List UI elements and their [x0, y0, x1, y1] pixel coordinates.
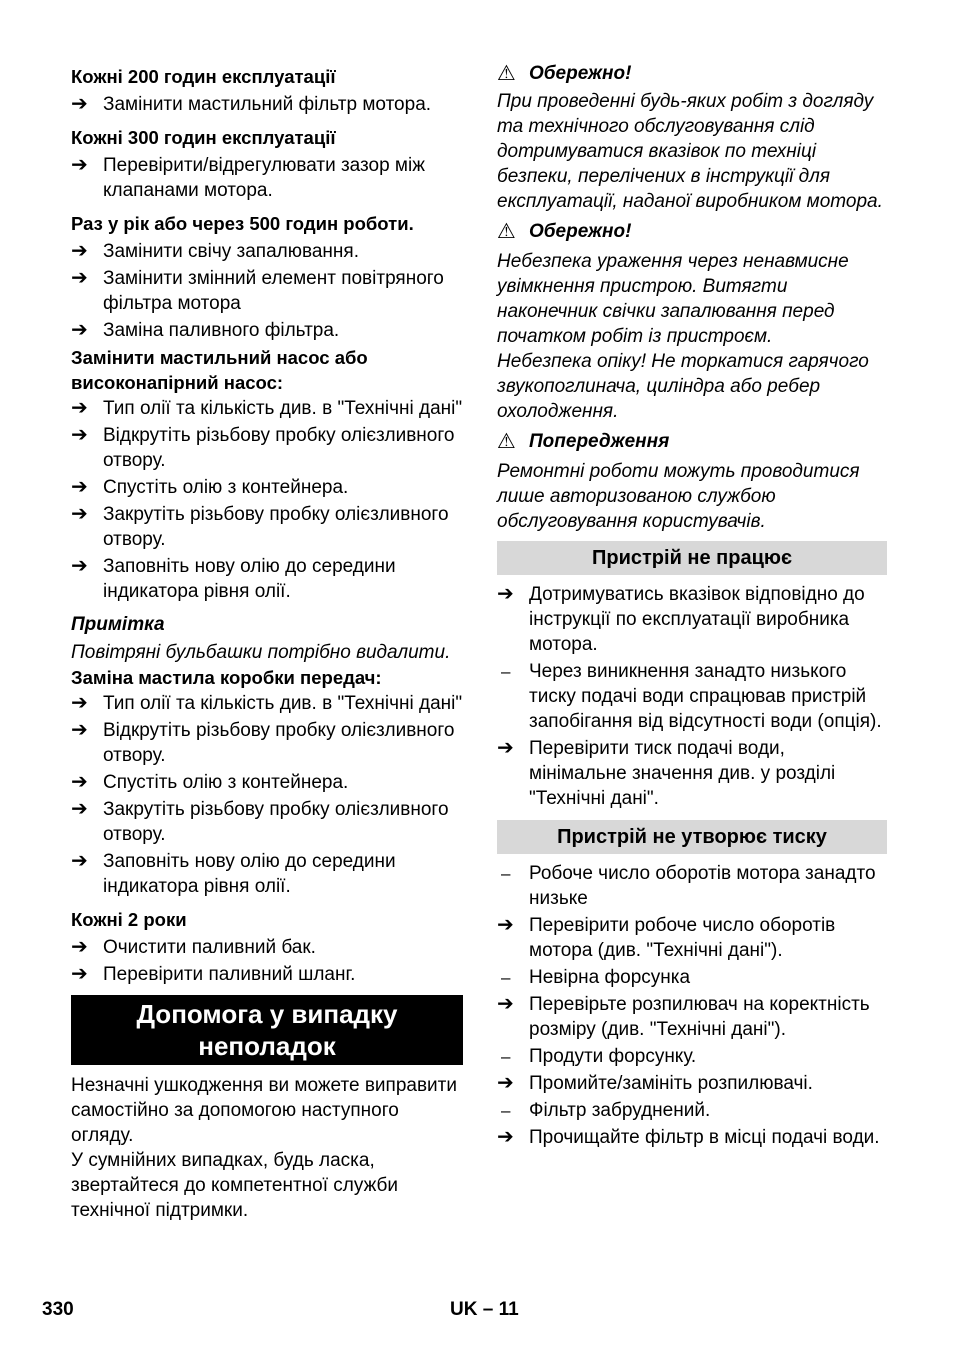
arrow-right-icon: ➔ — [71, 963, 88, 985]
list-item-text: Перевірити робоче число оборотів мотора (див. "Технічні дані"). — [529, 915, 836, 961]
list-every-200 — [71, 92, 463, 117]
list-item-text: Спустіть олію з контейнера. — [103, 477, 349, 498]
dash-icon: – — [501, 864, 511, 883]
caution-1-text: При проведенні будь-яких робіт з догляду та технічного обслуговування слід дотримуватися вказівок по техніці безпеки, перелічених в інструкції для експлуатації, наданої виробником мотора. — [497, 91, 883, 212]
heading-gearbox-oil: Заміна мастила коробки передач: — [71, 667, 382, 688]
list-gearbox-oil — [71, 691, 463, 899]
arrow-right-icon: ➔ — [71, 771, 88, 793]
arrow-right-icon: ➔ — [497, 583, 514, 605]
list-item — [71, 153, 463, 203]
list-item-text: Прочищайте фільтр в місці подачі води. — [529, 1127, 880, 1148]
list-item-text: Тип олії та кількість див. в "Технічні дані" — [103, 693, 463, 714]
list-item-text: Перевірьте розпилювач на коректність розміру (див. "Технічні дані"). — [529, 994, 870, 1040]
left-column — [71, 62, 463, 1223]
arrow-right-icon: ➔ — [71, 476, 88, 498]
list-item-text: Закрутіть різьбову пробку олієзливного отвору. — [103, 504, 449, 550]
list-item — [497, 659, 887, 734]
list-item — [71, 962, 463, 987]
list-item-text: Відкрутіть різьбову пробку олієзливного отвору. — [103, 720, 455, 766]
heading-every-2-years: Кожні 2 роки — [71, 909, 187, 930]
list-item — [71, 849, 463, 899]
dash-icon: – — [501, 1047, 511, 1066]
help-paragraph-2: У сумнійних випадках, будь ласка, звертайтеся до компетентної служби технічної підтримки. — [71, 1150, 398, 1221]
list-item-text: Робоче число оборотів мотора занадто низьке — [529, 863, 876, 909]
list-item — [71, 718, 463, 768]
caution-1-heading — [497, 61, 887, 86]
arrow-right-icon: ➔ — [71, 154, 88, 176]
list-item-text: Перевірити/відрегулювати зазор між клапанами мотора. — [103, 155, 425, 201]
arrow-right-icon: ➔ — [71, 555, 88, 577]
list-item — [71, 502, 463, 552]
arrow-right-icon: ➔ — [497, 914, 514, 936]
list-yearly — [71, 239, 463, 343]
list-item-text: Заповніть нову олію до середини індикатора рівня олії. — [103, 851, 396, 897]
list-item — [497, 1125, 887, 1150]
caution-2-heading — [497, 219, 887, 244]
warning-heading — [497, 429, 887, 454]
list-item-text: Очистити паливний бак. — [103, 937, 316, 958]
list-item-text: Перевірити паливний шланг. — [103, 964, 356, 985]
warning-title: Попередження — [529, 431, 670, 452]
list-every-2-years — [71, 935, 463, 987]
caution-2-text-1: Небезпека ураження через ненавмисне увімкнення пристрою. Витягти наконечник свічки запалювання перед початком робіт із пристроєм. — [497, 251, 849, 347]
list-item-text: Фільтр забруднений. — [529, 1100, 711, 1121]
list-every-300 — [71, 153, 463, 203]
list-item — [71, 475, 463, 500]
page-number: 330 — [42, 1299, 74, 1320]
list-item — [71, 239, 463, 264]
caution-2-title: Обережно! — [529, 221, 632, 242]
list-item-text: Невірна форсунка — [529, 967, 691, 988]
note-title: Примітка — [71, 614, 165, 635]
list-item-text: Продути форсунку. — [529, 1046, 697, 1067]
arrow-right-icon: ➔ — [71, 850, 88, 872]
list-item-text: Замінити свічу запалювання. — [103, 241, 359, 262]
list-item-text: Через виникнення занадто низького тиску подачі води спрацював пристрій запобігання від відсутності води (опція). — [529, 661, 882, 732]
list-item — [71, 318, 463, 343]
list-item-text: Замінити змінний елемент повітряного фільтра мотора — [103, 268, 444, 314]
arrow-right-icon: ➔ — [71, 719, 88, 741]
list-item — [497, 861, 887, 911]
list-item — [71, 92, 463, 117]
list-item — [71, 423, 463, 473]
list-item-text: Закрутіть різьбову пробку олієзливного отвору. — [103, 799, 449, 845]
list-no-pressure — [497, 861, 887, 1150]
arrow-right-icon: ➔ — [497, 737, 514, 759]
caution-2-text-2: Небезпека опіку! Не торкатися гарячого звукопоглинача, циліндра або ребер охолодження. — [497, 351, 869, 422]
arrow-right-icon: ➔ — [71, 319, 88, 341]
arrow-right-icon: ➔ — [71, 936, 88, 958]
note-text: Повітряні бульбашки потрібно видалити. — [71, 642, 451, 663]
caution-1-title: Обережно! — [529, 63, 632, 84]
list-item — [497, 1098, 887, 1123]
warning-triangle-icon: ⚠ — [497, 430, 516, 453]
arrow-right-icon: ➔ — [497, 1072, 514, 1094]
list-pump-oil — [71, 396, 463, 604]
list-item — [71, 935, 463, 960]
list-item-text: Спустіть олію з контейнера. — [103, 772, 349, 793]
arrow-right-icon: ➔ — [71, 503, 88, 525]
heading-every-200-hours: Кожні 200 годин експлуатації — [71, 66, 336, 87]
arrow-right-icon: ➔ — [71, 397, 88, 419]
list-item-text: Заміна паливного фільтра. — [103, 320, 340, 341]
dash-icon: – — [501, 1101, 511, 1120]
arrow-right-icon: ➔ — [497, 1126, 514, 1148]
dash-icon: – — [501, 968, 511, 987]
arrow-right-icon: ➔ — [71, 267, 88, 289]
heading-yearly: Раз у рік або через 500 годин роботи. — [71, 213, 414, 234]
arrow-right-icon: ➔ — [71, 692, 88, 714]
list-item — [497, 1071, 887, 1096]
list-item-text: Тип олії та кількість див. в "Технічні дані" — [103, 398, 463, 419]
right-column — [497, 62, 887, 1152]
warning-triangle-icon: ⚠ — [497, 62, 516, 85]
list-item — [71, 396, 463, 421]
heading-pump-oil: Замінити мастильний насос або високонапірний насос: — [71, 347, 368, 393]
dash-icon: – — [501, 662, 511, 681]
banner-line-1: Допомога у випадку — [136, 999, 398, 1029]
warning-triangle-icon: ⚠ — [497, 220, 516, 243]
list-item — [497, 992, 887, 1042]
list-item — [71, 266, 463, 316]
list-item — [71, 797, 463, 847]
section-band-not-working: Пристрій не працює — [497, 541, 887, 575]
arrow-right-icon: ➔ — [71, 798, 88, 820]
list-not-working — [497, 582, 887, 811]
list-item-text: Перевірити тиск подачі води, мінімальне значення див. у розділі "Технічні дані". — [529, 738, 836, 809]
warning-text: Ремонтні роботи можуть проводитися лише авторизованою службою обслуговування користувачів. — [497, 461, 860, 532]
list-item-text: Відкрутіть різьбову пробку олієзливного отвору. — [103, 425, 455, 471]
list-item — [497, 965, 887, 990]
arrow-right-icon: ➔ — [71, 93, 88, 115]
list-item — [71, 691, 463, 716]
help-paragraph-1: Незначні ушкодження ви можете виправити самостійно за допомогою наступного огляду. — [71, 1075, 457, 1146]
arrow-right-icon: ➔ — [71, 240, 88, 262]
list-item — [497, 736, 887, 811]
list-item — [71, 770, 463, 795]
arrow-right-icon: ➔ — [497, 993, 514, 1015]
list-item — [497, 1044, 887, 1069]
list-item-text: Промийте/замініть розпилювачі. — [529, 1073, 813, 1094]
banner-line-2: неполадок — [198, 1031, 336, 1061]
list-item — [71, 554, 463, 604]
list-item-text: Заповніть нову олію до середини індикатора рівня олії. — [103, 556, 396, 602]
arrow-right-icon: ➔ — [71, 424, 88, 446]
list-item — [497, 913, 887, 963]
list-item — [497, 582, 887, 657]
list-item-text: Дотримуватись вказівок відповідно до інструкції по експлуатації виробника мотора. — [529, 584, 865, 655]
page-section: UK – 11 — [450, 1299, 519, 1320]
troubleshooting-banner — [71, 995, 463, 1065]
section-band-no-pressure: Пристрій не утворює тиску — [497, 820, 887, 854]
heading-every-300-hours: Кожні 300 годин експлуатації — [71, 127, 336, 148]
list-item-text: Замінити мастильний фільтр мотора. — [103, 94, 432, 115]
